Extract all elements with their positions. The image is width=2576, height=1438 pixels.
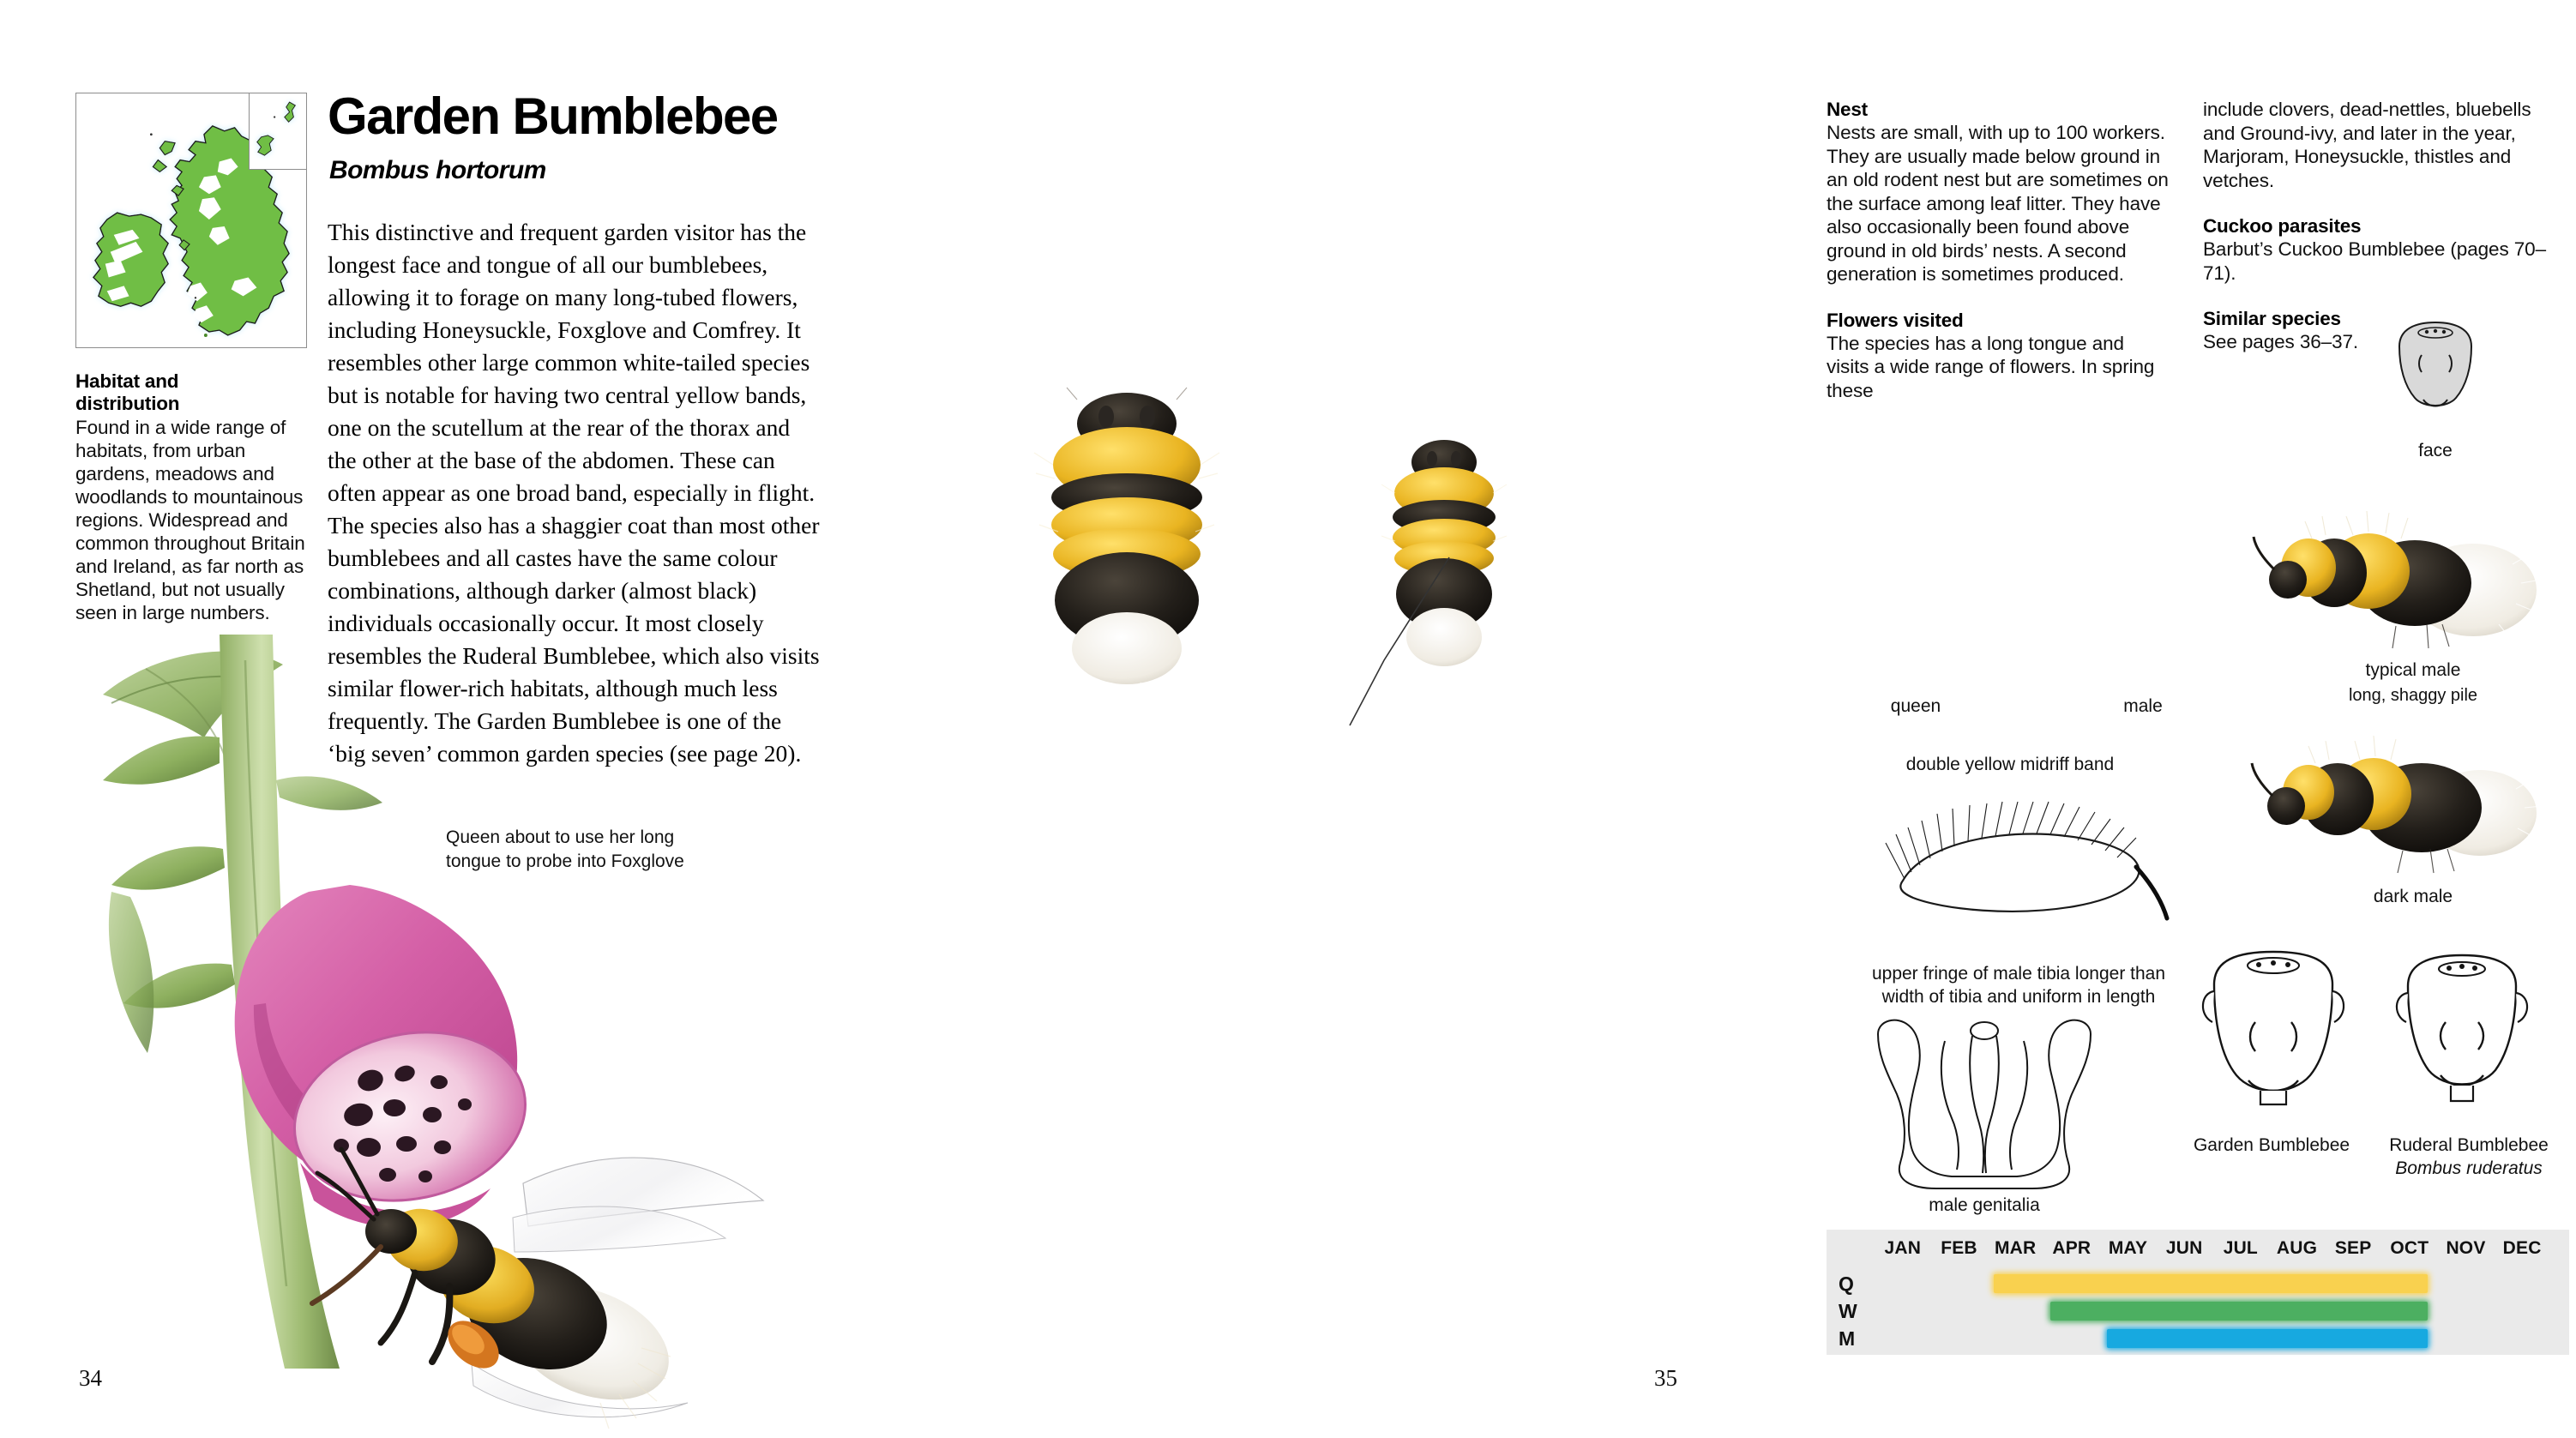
flowers-visited-block — [1827, 309, 2170, 403]
map-inset-shetland-orkney — [249, 93, 307, 170]
phenology-month-jul: JUL — [2223, 1238, 2258, 1258]
caption-tibia — [1856, 962, 2182, 1008]
right-page — [878, 0, 2549, 1438]
nest-heading: Nest — [1827, 99, 1868, 120]
midriff-leader-line — [1281, 549, 1453, 763]
phenology-month-dec: DEC — [2502, 1238, 2542, 1258]
phenology-month-oct: OCT — [2390, 1238, 2429, 1258]
dark-male-head — [2267, 787, 2305, 825]
caption-face-ruderal-scientific: Bombus ruderatus — [2395, 1158, 2543, 1178]
similar-species-block — [2203, 307, 2563, 354]
bee-tongue — [312, 1247, 381, 1303]
flowers-visited-body-1: The species has a long tongue and visits a wide range of flowers. In spring these — [1827, 332, 2155, 401]
phenology-month-jan: JAN — [1884, 1238, 1922, 1258]
column-nest-flowers — [1827, 98, 2170, 402]
page-number-right: 35 — [1654, 1365, 1677, 1391]
distribution-map — [75, 93, 307, 348]
phenology-bar-queens — [1994, 1274, 2428, 1293]
nest-body: Nests are small, with up to 100 workers. They are usually made below ground in an old rodent nest but are sometimes on the surface among leaf litter. They have also occasionally been found above ground in old birds’ nests. A second generation is sometimes produced. — [1827, 122, 2169, 285]
species-description: This distinctive and frequent garden visitor has the longest face and tongue of all our bumblebees, allowing it to forage on many long-tubed flowers, including Honeysuckle, Foxglove and Comfrey. It resembles other large common white-tailed species but is notable for having two central yellow bands, one on the scutellum at the rear of the thorax and the other at the base of the abdomen. These can often appear as one broad band, especially in flight. The species also has a shaggier coat than most other bumblebees and all castes have the same colour combinations, although darker (almost black) individuals occasionally occur. It most closely resembles the Ruderal Bumblebee, which also visits similar flower-rich habitats, although much less frequently. The Garden Bumblebee is one of the ‘big seven’ common garden species (see page 20). — [328, 219, 820, 767]
face-diagram-generic — [2384, 317, 2487, 420]
phenology-row-label-workers: W — [1839, 1300, 1857, 1322]
cuckoo-parasites-block — [2203, 214, 2563, 285]
caption-queen: queen — [1890, 696, 1941, 716]
flowers-visited-continuation — [2203, 98, 2563, 192]
caption-tibia-line2: width of tibia and uniform in length — [1881, 987, 2156, 1007]
habitat-heading-line1: Habitat and — [75, 370, 179, 392]
caption-typical-male-sub: long, shaggy pile — [2348, 686, 2478, 705]
phenology-month-apr: APR — [2052, 1238, 2091, 1258]
caption-face-garden: Garden Bumblebee — [2193, 1135, 2350, 1155]
phenology-row-label-queens: Q — [1839, 1273, 1854, 1295]
phenology-month-aug: AUG — [2276, 1238, 2318, 1258]
leaf-sweep — [109, 892, 153, 1053]
scientific-name: Bombus hortorum — [329, 156, 546, 184]
cuckoo-parasites-heading: Cuckoo parasites — [2203, 215, 2362, 237]
habitat-sidebar — [75, 370, 305, 624]
queen-dorsal-illustration — [964, 386, 1290, 695]
male-tibia-diagram — [1869, 802, 2169, 948]
caption-face-ruderal-common: Ruderal Bumblebee — [2389, 1135, 2549, 1155]
leaf-right-upper — [276, 776, 382, 810]
phenology-month-mar: MAR — [1994, 1238, 2037, 1258]
leaf-left-upper — [103, 736, 220, 784]
phenology-bar-males — [2107, 1329, 2428, 1348]
caption-male: male — [2123, 696, 2163, 716]
caption-typical-male: typical male — [2365, 660, 2461, 680]
page-title: Garden Bumblebee — [328, 87, 778, 145]
foxglove-bee-illustration — [51, 635, 823, 1372]
dark-male-side-illustration — [2259, 727, 2542, 881]
queen-tail-white — [1072, 612, 1182, 684]
leaf-left-mid — [111, 846, 225, 889]
typical-male-side-illustration — [2259, 504, 2542, 659]
habitat-heading-line2: distribution — [75, 393, 180, 414]
nest-block — [1827, 98, 2170, 286]
typical-male-head — [2269, 561, 2307, 599]
caption-genitalia: male genitalia — [1929, 1195, 2040, 1215]
phenology-month-may: MAY — [2108, 1238, 2148, 1258]
caption-face-ruderal — [2362, 1134, 2576, 1180]
shetland-orkney-svg — [250, 93, 306, 169]
caption-midriff-band: double yellow midriff band — [1905, 755, 2115, 774]
flowers-visited-body-2: include clovers, dead-nettles, bluebells and Ground-ivy, and later in the year, Marjoram, Honeysuckle, thistles and vetches. — [2203, 99, 2531, 191]
phenology-month-nov: NOV — [2446, 1238, 2486, 1258]
similar-species-body: See pages 36–37. — [2203, 331, 2359, 352]
similar-species-heading: Similar species — [2203, 308, 2341, 329]
face-diagram-ruderal — [2380, 943, 2543, 1106]
foxglove-plate-caption: Queen about to use her long tongue to probe into Foxglove — [446, 827, 684, 871]
column-parasites-similar — [2203, 98, 2563, 354]
face-diagram-garden — [2192, 943, 2355, 1106]
cuckoo-parasites-body: Barbut’s Cuckoo Bumblebee (pages 70–71). — [2203, 238, 2546, 284]
phenology-month-sep: SEP — [2334, 1238, 2372, 1258]
habitat-heading — [75, 370, 305, 415]
phenology-row-label-males: M — [1839, 1327, 1856, 1350]
phenology-bar-workers — [2050, 1302, 2428, 1321]
left-page — [0, 0, 878, 1438]
phenology-chart — [1827, 1230, 2569, 1355]
page-number-left: 34 — [79, 1365, 102, 1391]
phenology-month-jun: JUN — [2165, 1238, 2203, 1258]
male-genitalia-diagram — [1856, 1012, 2113, 1192]
caption-tibia-line1: upper fringe of male tibia longer than — [1871, 964, 2166, 984]
habitat-body: Found in a wide range of habitats, from urban gardens, meadows and woodlands to mountainous regions. Widespread and common throughout Britain and Ireland, as far north as Shetland, but not usually seen in large numbers. — [75, 417, 305, 623]
flowers-visited-heading: Flowers visited — [1827, 309, 1964, 331]
caption-face: face — [2418, 441, 2453, 460]
phenology-month-labels — [1827, 1238, 2569, 1267]
phenology-month-feb: FEB — [1941, 1238, 1977, 1258]
caption-dark-male: dark male — [2373, 887, 2453, 906]
